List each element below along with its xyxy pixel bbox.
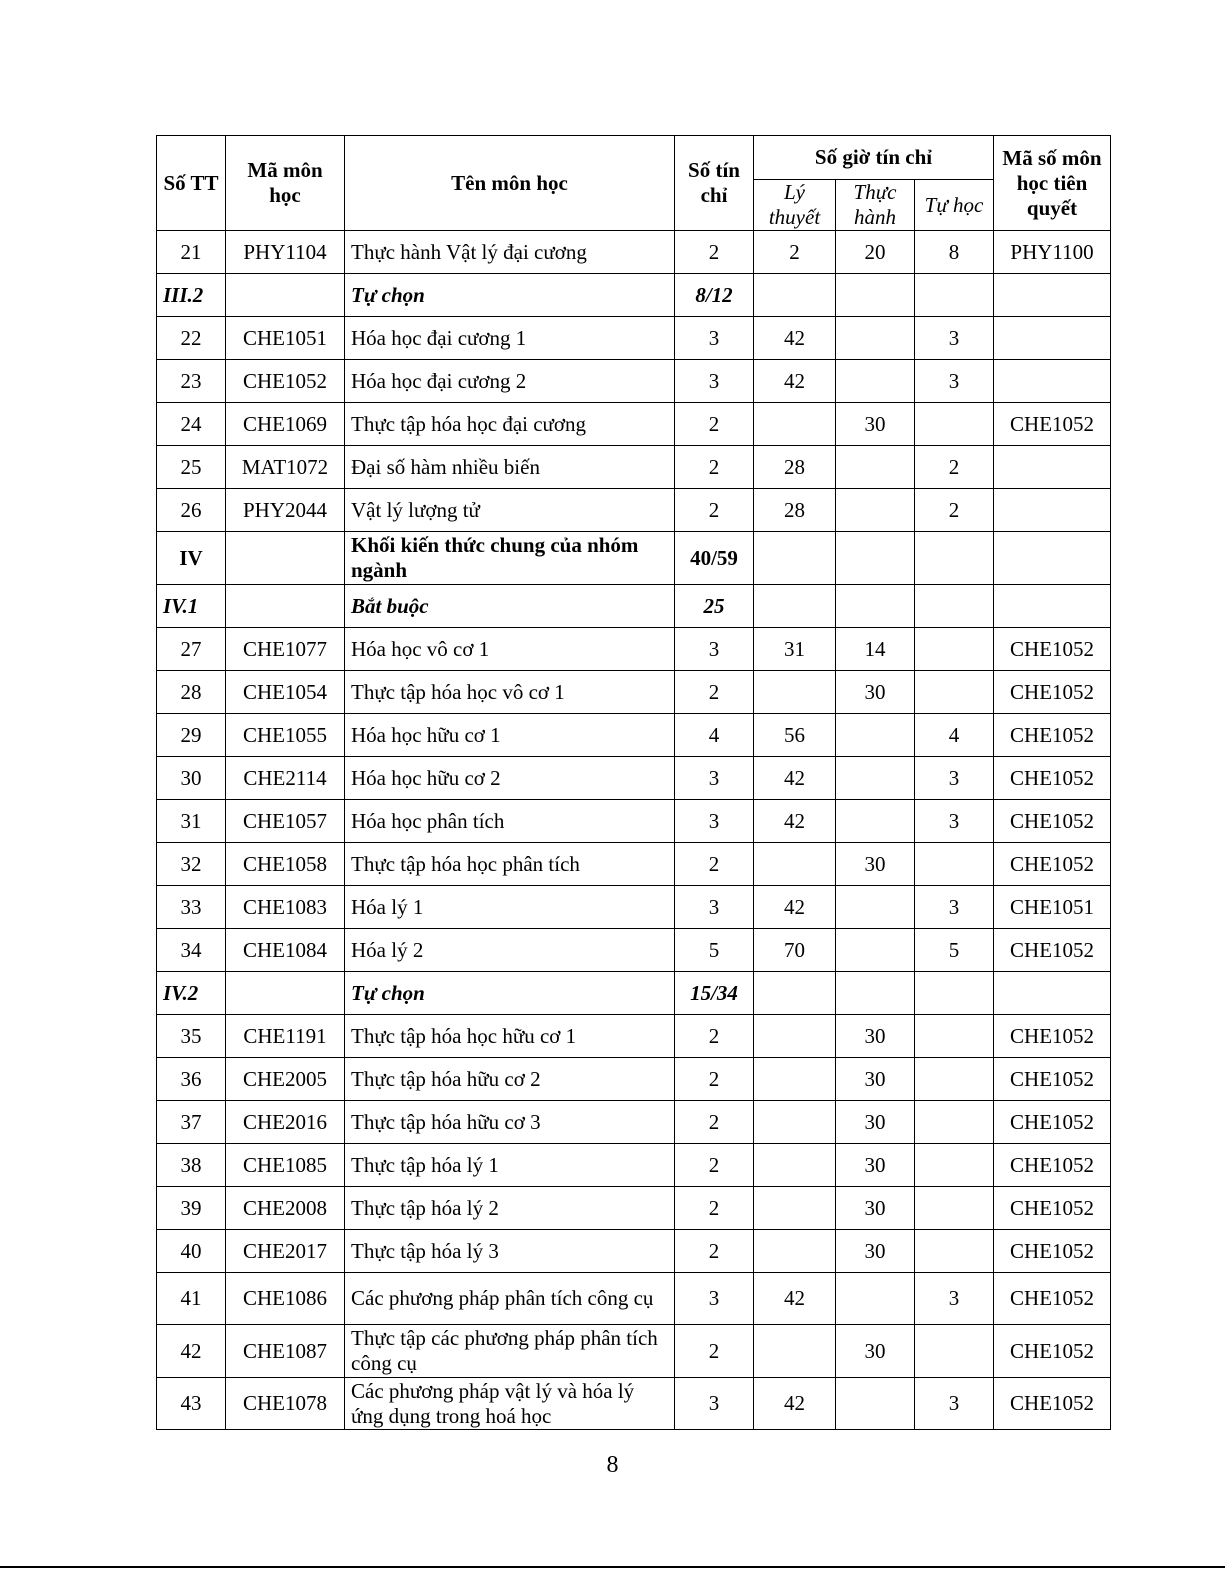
- table-row: [157, 403, 1111, 446]
- row-practice: 14: [836, 628, 915, 671]
- group-row: [157, 532, 1111, 585]
- row-code: CHE1084: [226, 929, 345, 972]
- row-code: CHE2016: [226, 1101, 345, 1144]
- row-name: Đại số hàm nhiều biến: [345, 446, 675, 489]
- row-code: CHE1057: [226, 800, 345, 843]
- header-prereq: Mã số môn học tiên quyết: [994, 136, 1111, 231]
- row-theory: 42: [754, 800, 836, 843]
- row-prereq: CHE1052: [994, 628, 1111, 671]
- row-stt: 39: [157, 1187, 226, 1230]
- row-prereq: CHE1051: [994, 886, 1111, 929]
- table-row: [157, 757, 1111, 800]
- row-code: CHE1051: [226, 317, 345, 360]
- row-name: Thực tập các phương pháp phân tích công cụ: [345, 1325, 675, 1378]
- row-stt: 23: [157, 360, 226, 403]
- curriculum-table: [156, 135, 1111, 1430]
- row-name: Thực tập hóa học vô cơ 1: [345, 671, 675, 714]
- table-row: [157, 360, 1111, 403]
- row-code: CHE1054: [226, 671, 345, 714]
- row-practice: 30: [836, 1144, 915, 1187]
- row-name: Các phương pháp phân tích công cụ: [345, 1273, 675, 1325]
- header-hours: Số giờ tín chỉ: [754, 136, 994, 180]
- table-row: [157, 1378, 1111, 1430]
- row-name: Thực tập hóa lý 3: [345, 1230, 675, 1273]
- group-empty: [836, 585, 915, 628]
- row-stt: 29: [157, 714, 226, 757]
- row-stt: 30: [157, 757, 226, 800]
- row-practice: 30: [836, 1015, 915, 1058]
- row-prereq: CHE1052: [994, 1230, 1111, 1273]
- table-row: [157, 843, 1111, 886]
- group-stt: IV.1: [157, 585, 226, 628]
- row-name: Thực tập hóa học hữu cơ 1: [345, 1015, 675, 1058]
- row-name: Thực tập hóa học đại cương: [345, 403, 675, 446]
- row-credits: 2: [675, 1230, 754, 1273]
- row-name: Hóa học đại cương 2: [345, 360, 675, 403]
- group-credits: 25: [675, 585, 754, 628]
- row-credits: 2: [675, 403, 754, 446]
- row-prereq: CHE1052: [994, 1325, 1111, 1378]
- table-row: [157, 929, 1111, 972]
- row-credits: 3: [675, 800, 754, 843]
- row-name: Hóa học phân tích: [345, 800, 675, 843]
- row-code: CHE1086: [226, 1273, 345, 1325]
- row-theory: [754, 1325, 836, 1378]
- row-prereq: CHE1052: [994, 843, 1111, 886]
- group-empty: [915, 274, 994, 317]
- row-name: Hóa học hữu cơ 2: [345, 757, 675, 800]
- row-practice: [836, 360, 915, 403]
- row-theory: [754, 403, 836, 446]
- row-stt: 35: [157, 1015, 226, 1058]
- row-code: CHE1085: [226, 1144, 345, 1187]
- row-code: CHE1077: [226, 628, 345, 671]
- row-self-study: [915, 1015, 994, 1058]
- row-self-study: [915, 1101, 994, 1144]
- row-prereq: CHE1052: [994, 800, 1111, 843]
- row-credits: 3: [675, 360, 754, 403]
- row-credits: 2: [675, 231, 754, 274]
- row-theory: 42: [754, 360, 836, 403]
- row-stt: 27: [157, 628, 226, 671]
- group-empty: [915, 972, 994, 1015]
- row-credits: 2: [675, 1144, 754, 1187]
- row-self-study: [915, 671, 994, 714]
- row-stt: 24: [157, 403, 226, 446]
- row-stt: 28: [157, 671, 226, 714]
- table-row: [157, 714, 1111, 757]
- row-credits: 2: [675, 1325, 754, 1378]
- row-theory: 56: [754, 714, 836, 757]
- row-self-study: 3: [915, 1273, 994, 1325]
- row-credits: 3: [675, 628, 754, 671]
- group-row: [157, 972, 1111, 1015]
- row-prereq: [994, 317, 1111, 360]
- row-stt: 25: [157, 446, 226, 489]
- row-practice: 30: [836, 1325, 915, 1378]
- row-self-study: 8: [915, 231, 994, 274]
- row-prereq: CHE1052: [994, 757, 1111, 800]
- row-credits: 3: [675, 886, 754, 929]
- row-prereq: CHE1052: [994, 1058, 1111, 1101]
- row-credits: 2: [675, 671, 754, 714]
- row-practice: [836, 714, 915, 757]
- table-row: [157, 1058, 1111, 1101]
- row-theory: 42: [754, 1273, 836, 1325]
- row-stt: 34: [157, 929, 226, 972]
- row-credits: 3: [675, 1378, 754, 1430]
- group-stt: III.2: [157, 274, 226, 317]
- row-theory: 2: [754, 231, 836, 274]
- table-row: [157, 317, 1111, 360]
- group-credits: 40/59: [675, 532, 754, 585]
- row-credits: 2: [675, 1058, 754, 1101]
- row-theory: 28: [754, 446, 836, 489]
- row-stt: 42: [157, 1325, 226, 1378]
- table-row: [157, 1230, 1111, 1273]
- row-prereq: CHE1052: [994, 1144, 1111, 1187]
- row-practice: [836, 886, 915, 929]
- table-body: [157, 231, 1111, 1430]
- row-self-study: [915, 843, 994, 886]
- row-self-study: [915, 1144, 994, 1187]
- row-self-study: 3: [915, 317, 994, 360]
- row-prereq: CHE1052: [994, 714, 1111, 757]
- row-code: PHY2044: [226, 489, 345, 532]
- header-stt: Số TT: [157, 136, 226, 231]
- header-self-study: Tự học: [915, 180, 994, 231]
- row-practice: 30: [836, 1058, 915, 1101]
- header-credits: Số tín chỉ: [675, 136, 754, 231]
- row-prereq: [994, 446, 1111, 489]
- row-code: CHE2114: [226, 757, 345, 800]
- row-stt: 40: [157, 1230, 226, 1273]
- row-credits: 3: [675, 757, 754, 800]
- group-row: [157, 274, 1111, 317]
- row-name: Thực hành Vật lý đại cương: [345, 231, 675, 274]
- header-name: Tên môn học: [345, 136, 675, 231]
- row-self-study: 5: [915, 929, 994, 972]
- group-credits: 8/12: [675, 274, 754, 317]
- row-name: Hóa lý 2: [345, 929, 675, 972]
- row-code: CHE1083: [226, 886, 345, 929]
- row-stt: 21: [157, 231, 226, 274]
- row-theory: 42: [754, 317, 836, 360]
- row-self-study: 4: [915, 714, 994, 757]
- row-theory: [754, 843, 836, 886]
- table-row: [157, 1101, 1111, 1144]
- row-practice: [836, 757, 915, 800]
- row-self-study: 3: [915, 757, 994, 800]
- header-row-top: [157, 136, 1111, 180]
- row-prereq: CHE1052: [994, 1187, 1111, 1230]
- row-practice: 30: [836, 403, 915, 446]
- row-theory: 31: [754, 628, 836, 671]
- row-code: CHE1087: [226, 1325, 345, 1378]
- row-credits: 2: [675, 1101, 754, 1144]
- header-theory: Lý thuyết: [754, 180, 836, 231]
- table-row: [157, 231, 1111, 274]
- row-self-study: 2: [915, 446, 994, 489]
- row-stt: 36: [157, 1058, 226, 1101]
- group-code-empty: [226, 585, 345, 628]
- row-code: CHE2008: [226, 1187, 345, 1230]
- group-empty: [754, 585, 836, 628]
- group-name: Bắt buộc: [345, 585, 675, 628]
- row-self-study: 3: [915, 800, 994, 843]
- row-prereq: CHE1052: [994, 403, 1111, 446]
- row-stt: 41: [157, 1273, 226, 1325]
- row-name: Thực tập hóa hữu cơ 3: [345, 1101, 675, 1144]
- row-prereq: CHE1052: [994, 1101, 1111, 1144]
- header-code: Mã môn học: [226, 136, 345, 231]
- row-prereq: CHE1052: [994, 1015, 1111, 1058]
- group-empty: [994, 972, 1111, 1015]
- group-empty: [994, 532, 1111, 585]
- row-self-study: [915, 1230, 994, 1273]
- row-name: Các phương pháp vật lý và hóa lý ứng dụng trong hoá học: [345, 1378, 675, 1430]
- row-prereq: CHE1052: [994, 1378, 1111, 1430]
- row-self-study: 3: [915, 1378, 994, 1430]
- row-code: CHE1191: [226, 1015, 345, 1058]
- row-theory: [754, 1144, 836, 1187]
- row-self-study: 3: [915, 360, 994, 403]
- row-code: CHE1058: [226, 843, 345, 886]
- group-stt: IV: [157, 532, 226, 585]
- row-practice: [836, 929, 915, 972]
- row-name: Hóa lý 1: [345, 886, 675, 929]
- table-row: [157, 628, 1111, 671]
- table-row: [157, 1015, 1111, 1058]
- row-code: CHE2017: [226, 1230, 345, 1273]
- row-credits: 2: [675, 446, 754, 489]
- row-theory: 42: [754, 886, 836, 929]
- row-theory: 42: [754, 1378, 836, 1430]
- group-empty: [994, 585, 1111, 628]
- group-empty: [915, 532, 994, 585]
- table-row: [157, 671, 1111, 714]
- row-self-study: [915, 1187, 994, 1230]
- row-stt: 26: [157, 489, 226, 532]
- group-code-empty: [226, 972, 345, 1015]
- group-empty: [754, 274, 836, 317]
- row-practice: 20: [836, 231, 915, 274]
- table-row: [157, 1325, 1111, 1378]
- row-prereq: [994, 360, 1111, 403]
- row-practice: [836, 1273, 915, 1325]
- row-code: CHE2005: [226, 1058, 345, 1101]
- row-practice: [836, 489, 915, 532]
- row-credits: 3: [675, 317, 754, 360]
- group-empty: [915, 585, 994, 628]
- row-prereq: CHE1052: [994, 671, 1111, 714]
- row-name: Hóa học vô cơ 1: [345, 628, 675, 671]
- group-empty: [836, 972, 915, 1015]
- row-credits: 2: [675, 1015, 754, 1058]
- row-theory: [754, 1015, 836, 1058]
- row-practice: 30: [836, 1230, 915, 1273]
- row-stt: 37: [157, 1101, 226, 1144]
- row-prereq: CHE1052: [994, 929, 1111, 972]
- row-self-study: 2: [915, 489, 994, 532]
- row-name: Vật lý lượng tử: [345, 489, 675, 532]
- row-credits: 5: [675, 929, 754, 972]
- group-credits: 15/34: [675, 972, 754, 1015]
- group-empty: [754, 532, 836, 585]
- row-code: MAT1072: [226, 446, 345, 489]
- row-self-study: [915, 628, 994, 671]
- row-credits: 2: [675, 489, 754, 532]
- row-name: Thực tập hóa hữu cơ 2: [345, 1058, 675, 1101]
- row-prereq: PHY1100: [994, 231, 1111, 274]
- row-name: Hóa học đại cương 1: [345, 317, 675, 360]
- table-row: [157, 1144, 1111, 1187]
- row-stt: 32: [157, 843, 226, 886]
- row-stt: 22: [157, 317, 226, 360]
- row-theory: 42: [754, 757, 836, 800]
- row-theory: 70: [754, 929, 836, 972]
- group-empty: [836, 532, 915, 585]
- row-code: CHE1078: [226, 1378, 345, 1430]
- row-code: CHE1052: [226, 360, 345, 403]
- group-empty: [836, 274, 915, 317]
- row-self-study: 3: [915, 886, 994, 929]
- group-name: Tự chọn: [345, 972, 675, 1015]
- row-theory: [754, 1058, 836, 1101]
- row-code: CHE1055: [226, 714, 345, 757]
- row-self-study: [915, 1325, 994, 1378]
- group-stt: IV.2: [157, 972, 226, 1015]
- footer-rule: [0, 1566, 1225, 1568]
- row-prereq: [994, 489, 1111, 532]
- row-stt: 43: [157, 1378, 226, 1430]
- group-name: Khối kiến thức chung của nhóm ngành: [345, 532, 675, 585]
- group-name: Tự chọn: [345, 274, 675, 317]
- row-credits: 4: [675, 714, 754, 757]
- row-prereq: CHE1052: [994, 1273, 1111, 1325]
- table-row: [157, 1187, 1111, 1230]
- group-row: [157, 585, 1111, 628]
- row-name: Hóa học hữu cơ 1: [345, 714, 675, 757]
- table-row: [157, 489, 1111, 532]
- row-theory: [754, 1101, 836, 1144]
- row-theory: [754, 1230, 836, 1273]
- row-self-study: [915, 1058, 994, 1101]
- row-name: Thực tập hóa lý 2: [345, 1187, 675, 1230]
- row-theory: [754, 1187, 836, 1230]
- page-number: 8: [606, 1452, 619, 1478]
- row-theory: 28: [754, 489, 836, 532]
- row-practice: [836, 317, 915, 360]
- table-row: [157, 446, 1111, 489]
- row-stt: 31: [157, 800, 226, 843]
- row-practice: [836, 1378, 915, 1430]
- row-self-study: [915, 403, 994, 446]
- row-practice: 30: [836, 1101, 915, 1144]
- table-row: [157, 1273, 1111, 1325]
- row-name: Thực tập hóa học phân tích: [345, 843, 675, 886]
- table-row: [157, 886, 1111, 929]
- group-code-empty: [226, 274, 345, 317]
- row-code: PHY1104: [226, 231, 345, 274]
- row-credits: 2: [675, 843, 754, 886]
- row-code: CHE1069: [226, 403, 345, 446]
- group-code-empty: [226, 532, 345, 585]
- row-practice: [836, 446, 915, 489]
- group-empty: [754, 972, 836, 1015]
- row-stt: 33: [157, 886, 226, 929]
- row-theory: [754, 671, 836, 714]
- header-practice: Thực hành: [836, 180, 915, 231]
- row-practice: 30: [836, 843, 915, 886]
- row-practice: 30: [836, 671, 915, 714]
- row-credits: 2: [675, 1187, 754, 1230]
- row-name: Thực tập hóa lý 1: [345, 1144, 675, 1187]
- table-row: [157, 800, 1111, 843]
- row-practice: [836, 800, 915, 843]
- row-credits: 3: [675, 1273, 754, 1325]
- group-empty: [994, 274, 1111, 317]
- row-stt: 38: [157, 1144, 226, 1187]
- row-practice: 30: [836, 1187, 915, 1230]
